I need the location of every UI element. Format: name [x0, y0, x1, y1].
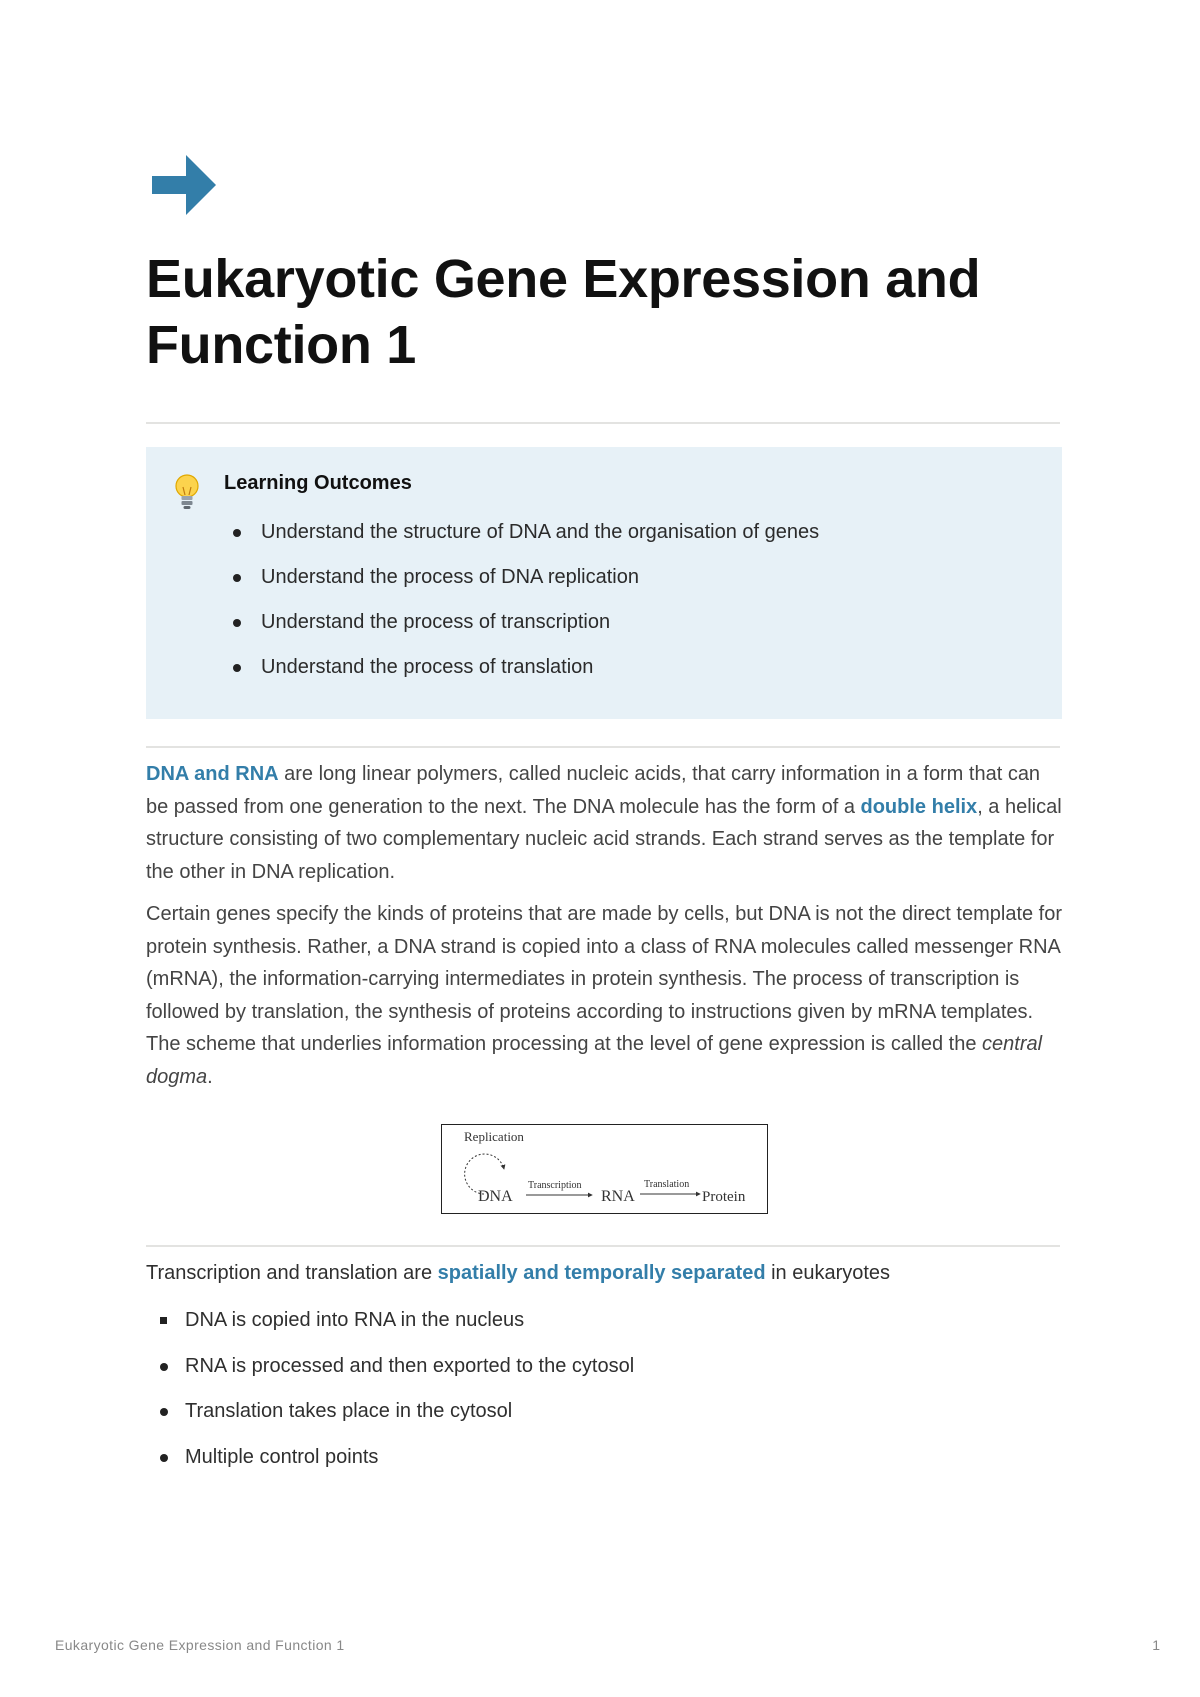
divider — [146, 746, 1060, 748]
list-item: Understand the process of transcription — [224, 609, 819, 654]
arrow-right-icon — [152, 155, 216, 215]
list-item: DNA is copied into RNA in the nucleus — [146, 1307, 634, 1353]
list-item: Translation takes place in the cytosol — [146, 1398, 634, 1444]
page-title: Eukaryotic Gene Expression and Function 1 — [146, 249, 981, 375]
rna-label: RNA — [601, 1188, 635, 1205]
replication-label: Replication — [464, 1129, 524, 1144]
paragraph-text: Certain genes specify the kinds of proteins that are made by cells, but DNA is not the direct template for protein synthesis. Rather, a DNA strand is copied into a class of RNA molecules called messenger RNA (mRNA), the information-carrying intermediates in protein synthesis. The process of transcription is followed by translation, the synthesis of proteins according to instructions given by mRNA templates. The scheme that underlies information processing at the level of gene expression is called the — [146, 903, 1063, 1055]
translation-label: Translation — [644, 1179, 690, 1190]
page-number: 1 — [1152, 1637, 1160, 1653]
highlight-double-helix: double helix — [860, 795, 978, 818]
paragraph-central-dogma: Certain genes specify the kinds of proteins that are made by cells, but DNA is not the direct template for protein synthesis. Rather, a DNA strand is copied into a class of RNA molecules called messenger RNA (mRNA), the information-carrying intermediates in protein synthesis. The process of transcription is followed by translation, the synthesis of proteins according to instructions given by mRNA templates. The scheme that underlies information processing at the level of gene expression is called the central dogma. — [146, 903, 1063, 1088]
learning-outcomes-list — [224, 519, 819, 699]
footer-title: Eukaryotic Gene Expression and Function 1 — [55, 1637, 345, 1653]
protein-label: Protein — [702, 1189, 746, 1205]
list-item: RNA is processed and then exported to the cytosol — [146, 1353, 634, 1399]
list-item: Multiple control points — [146, 1444, 634, 1490]
learning-outcomes-callout — [146, 447, 1062, 719]
list-item: Understand the process of DNA replication — [224, 564, 819, 609]
callout-title: Learning Outcomes — [224, 472, 412, 494]
paragraph-text: are long linear polymers, called nucleic acids, that carry information in a form that can be passed from one generation to the next. The DNA molecule has the form of a — [146, 763, 1041, 818]
list-item: Understand the process of translation — [224, 654, 819, 699]
central-dogma-diagram — [441, 1124, 768, 1214]
divider — [146, 422, 1060, 424]
highlight-dna-and-rna: DNA and RNA — [146, 763, 279, 785]
paragraph-text: , a helical structure consisting of two complementary nucleic acid strands. Each strand serves as the template for the other in DNA replication. — [146, 795, 1062, 883]
paragraph-nucleic-acids — [146, 758, 1066, 888]
dna-label: DNA — [478, 1188, 513, 1205]
separation-intro: Transcription and translation are spatially and temporally separated in eukaryotes — [146, 1262, 891, 1284]
transcription-label: Transcription — [528, 1180, 582, 1191]
central-dogma-svg — [442, 1125, 766, 1212]
italic-central-dogma: central dogma — [146, 1033, 1043, 1088]
highlight-spatially-temporally: spatially and temporally separated — [437, 1262, 766, 1284]
list-item: Understand the structure of DNA and the organisation of genes — [224, 519, 819, 564]
divider — [146, 1245, 1060, 1247]
eukaryote-facts-list — [146, 1307, 634, 1489]
lightbulb-icon — [172, 473, 202, 513]
